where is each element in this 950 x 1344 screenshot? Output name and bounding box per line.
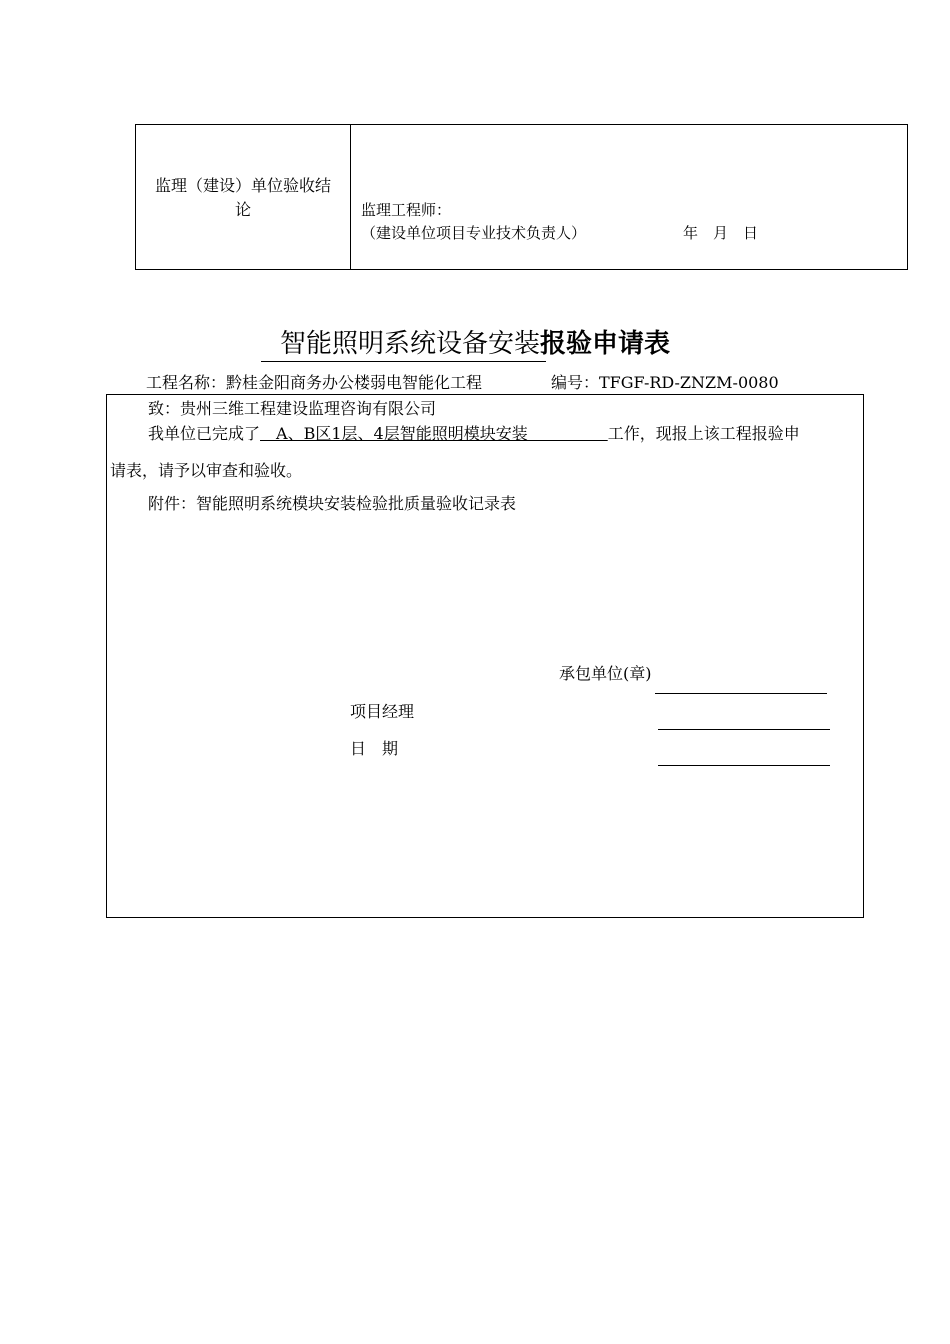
contractor-signature-line: [655, 693, 827, 694]
table-divider: [350, 124, 351, 270]
acceptance-label-line1: 监理（建设）单位验收结: [154, 176, 331, 195]
manager-signature-line: [658, 729, 830, 730]
manager-label: 项目经理: [350, 702, 415, 721]
project-name: 工程名称：黔桂金阳商务办公楼弱电智能化工程: [146, 373, 483, 392]
engineer-label: 监理工程师：: [361, 201, 452, 219]
body-prefix: 我单位已完成了: [148, 424, 261, 443]
body-line2: 请表，请予以审查和验收。: [110, 461, 303, 480]
responsible-label: （建设单位项目专业技术负责人）: [361, 224, 587, 242]
body-suffix: 工作，现报上该工程报验申: [607, 424, 800, 443]
acceptance-label-line2: 论: [234, 200, 251, 219]
addressee: 致：贵州三维工程建设监理咨询有限公司: [148, 399, 437, 418]
title-underline: [261, 361, 546, 362]
date-label-top: 年 月 日: [683, 224, 759, 242]
body-line1: [148, 424, 800, 444]
acceptance-label: [136, 176, 350, 220]
form-title-plain: 智能照明系统设备安装: [279, 329, 540, 359]
contractor-label: 承包单位(章): [559, 664, 652, 683]
body-fill: A、B区1层、4层智能照明模块安装: [260, 424, 608, 443]
date-signature-line: [658, 765, 830, 766]
form-title-bold: 报验申请表: [540, 329, 671, 359]
date-label: 日 期: [350, 739, 399, 758]
form-number: 编号：TFGF-RD-ZNZM-0080: [551, 373, 779, 392]
form-title: [0, 328, 950, 360]
attachment: 附件：智能照明系统模块安装检验批质量验收记录表: [148, 494, 517, 513]
